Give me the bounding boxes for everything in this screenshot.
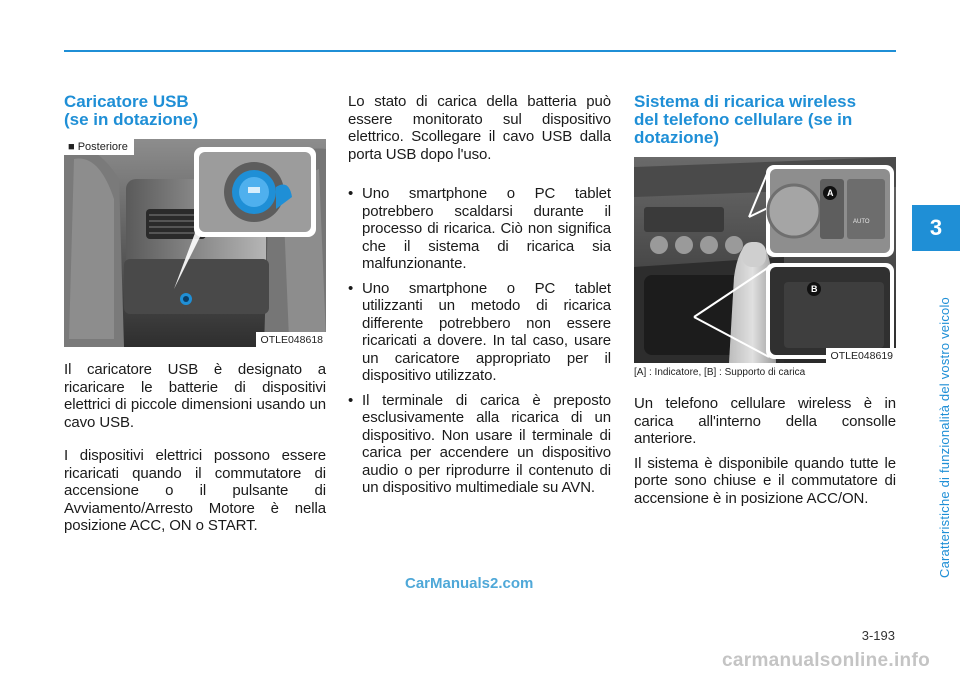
usb-notes-list: [348, 185, 611, 497]
wireless-condition: Il sistema è disponibile quando tutte le porte sono chiuse e il commutatore di accensione è in posizione ACC/ON.: [634, 454, 896, 507]
left-column: [64, 93, 326, 551]
auto-button-label: AUTO: [853, 219, 870, 225]
page-number: 3-193: [861, 628, 895, 643]
front-console-illustration: [634, 157, 896, 363]
wireless-description: Un telefono cellulare wireless è in carica all'interno della consolle anteriore.: [634, 395, 896, 447]
figure-tag-rear: ■ Posteriore: [64, 139, 134, 155]
list-item: • Il terminale di carica è preposto esclusivamente alla ricarica di un dispositivo. Non usare il terminale di carica per accendere un dispositivo audio o per riprodurre il contenuto di un dispositivo multimediale su AVN.: [348, 392, 611, 497]
rear-console-illustration: [64, 139, 326, 347]
figure-code: OTLE048619: [826, 348, 896, 363]
middle-column: [348, 93, 611, 504]
figure-code: OTLE048618: [256, 332, 326, 347]
chapter-title: Caratteristiche di funzionalità del vostro veicolo: [937, 297, 952, 578]
rear-usb-figure: [64, 139, 326, 347]
usb-charger-heading: Caricatore USB (se in dotazione): [64, 92, 199, 129]
list-item: • Uno smartphone o PC tablet potrebbero scaldarsi durante il processo di ricarica. Ciò non significa che il sistema di ricarica sia malfunzionante.: [348, 185, 611, 273]
right-column: [634, 93, 896, 523]
watermark-logo: CarManuals2.com: [405, 575, 534, 592]
wireless-charging-heading: Sistema di ricarica wireless del telefono cellulare (se in dotazione): [634, 92, 857, 147]
charging-pad-marker-b: B: [811, 284, 818, 294]
site-watermark: carmanualsonline.info: [722, 650, 930, 671]
battery-status-paragraph: Lo stato di carica della batteria può essere monitorato sul dispositivo elettrico. Scollegare il cavo USB dalla porta USB dopo l'uso.: [348, 93, 611, 163]
top-rule: [64, 50, 896, 52]
usb-description: Il caricatore USB è designato a ricaricare le batterie di dispositivi elettrici di piccole dimensioni usando un cavo USB.: [64, 361, 326, 431]
indicator-marker-a: A: [827, 188, 834, 198]
figure-caption: [A] : Indicatore, [B] : Supporto di carica: [634, 367, 806, 378]
usb-condition: I dispositivi elettrici possono essere ricaricati quando il commutatore di accensione o il pulsante di Avviamento/Arresto Motore è nella posizione ACC, ON o START.: [64, 447, 326, 534]
list-item: • Uno smartphone o PC tablet utilizzanti un metodo di ricarica differente potrebbero non essere ricaricati a dovere. In tal caso, usare un caricatore appropriato per il dispositivo utilizzato.: [348, 280, 611, 385]
chapter-number-tab: 3: [912, 205, 960, 251]
wireless-charger-figure: [634, 157, 896, 363]
